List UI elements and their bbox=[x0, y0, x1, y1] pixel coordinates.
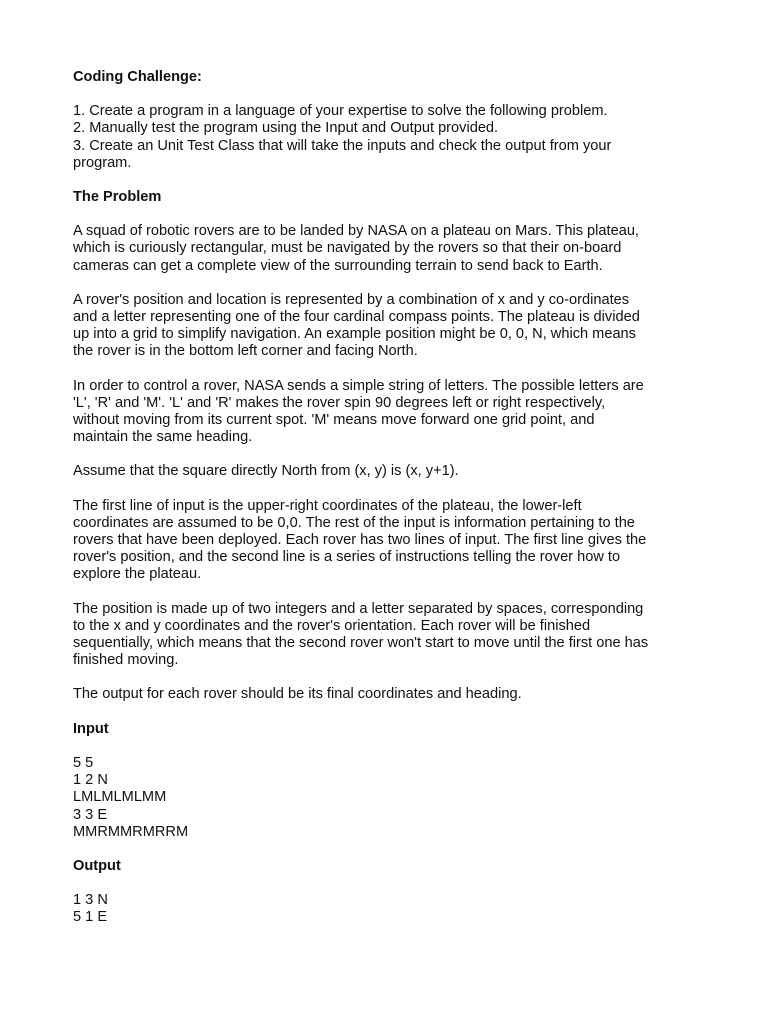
input-line: 1 2 N bbox=[73, 772, 108, 789]
paragraph-line: without moving from its current spot. 'M' means move forward one grid point, and bbox=[73, 412, 595, 429]
input-heading: Input bbox=[73, 720, 109, 737]
paragraph-line: rovers that have been deployed. Each rover has two lines of input. The first line gives the bbox=[73, 532, 647, 549]
paragraph-line: In order to control a rover, NASA sends a simple string of letters. The possible letters are bbox=[73, 377, 644, 394]
problem-paragraph bbox=[73, 686, 713, 703]
paragraph-line: The position is made up of two integers and a letter separated by spaces, corresponding bbox=[73, 600, 644, 617]
instruction-line: 3. Create an Unit Test Class that will take the inputs and check the output from your bbox=[73, 137, 612, 154]
paragraph-line: which is curiously rectangular, must be navigated by the rovers so that their on-board bbox=[73, 240, 622, 257]
output-line: 5 1 E bbox=[73, 909, 108, 926]
paragraph-line: up into a grid to simplify navigation. An example position might be 0, 0, N, which means bbox=[73, 326, 636, 343]
paragraph-line: coordinates are assumed to be 0,0. The rest of the input is information pertaining to the bbox=[73, 514, 635, 531]
paragraph-line: the rover is in the bottom left corner and facing North. bbox=[73, 343, 418, 360]
paragraph-line: maintain the same heading. bbox=[73, 429, 253, 446]
paragraph-line: sequentially, which means that the second rover won't start to move until the first one has bbox=[73, 635, 649, 652]
input-line: 5 5 bbox=[73, 754, 94, 771]
paragraph-line: A rover's position and location is represented by a combination of x and y co-ordinates bbox=[73, 291, 630, 308]
paragraph-line: finished moving. bbox=[73, 652, 179, 669]
problem-paragraph bbox=[73, 601, 713, 670]
paragraph-line: explore the plateau. bbox=[73, 566, 202, 583]
output-line: 1 3 N bbox=[73, 892, 108, 909]
problem-heading: The Problem bbox=[73, 189, 162, 206]
problem-paragraph bbox=[73, 223, 713, 275]
input-block bbox=[73, 755, 713, 841]
output-block bbox=[73, 892, 713, 926]
output-heading: Output bbox=[73, 857, 121, 874]
input-line: LMLMLMLMM bbox=[73, 789, 167, 806]
problem-paragraph bbox=[73, 292, 713, 361]
paragraph-line: 'L', 'R' and 'M'. 'L' and 'R' makes the rover spin 90 degrees left or right respectively, bbox=[73, 394, 606, 411]
paragraph-line: Assume that the square directly North from (x, y) is (x, y+1). bbox=[73, 463, 459, 480]
instruction-line: program. bbox=[73, 154, 132, 171]
paragraph-line: and a letter representing one of the four cardinal compass points. The plateau is divided bbox=[73, 309, 640, 326]
paragraph-line: A squad of robotic rovers are to be landed by NASA on a plateau on Mars. This plateau, bbox=[73, 223, 639, 240]
instructions-list bbox=[73, 103, 713, 172]
document-title: Coding Challenge: bbox=[73, 69, 202, 85]
instruction-line: 2. Manually test the program using the Input and Output provided. bbox=[73, 120, 499, 137]
problem-paragraph bbox=[73, 498, 713, 584]
document-content bbox=[73, 69, 713, 944]
paragraph-line: cameras can get a complete view of the surrounding terrain to send back to Earth. bbox=[73, 257, 603, 274]
problem-paragraph bbox=[73, 463, 713, 480]
paragraph-line: The first line of input is the upper-right coordinates of the plateau, the lower-left bbox=[73, 497, 582, 514]
instruction-line: 1. Create a program in a language of your expertise to solve the following problem. bbox=[73, 103, 608, 120]
paragraph-line: rover's position, and the second line is a series of instructions telling the rover how to bbox=[73, 549, 621, 566]
paragraph-line: to the x and y coordinates and the rover's orientation. Each rover will be finished bbox=[73, 617, 591, 634]
problem-paragraph bbox=[73, 378, 713, 447]
input-line: MMRMMRMRRM bbox=[73, 823, 189, 840]
input-line: 3 3 E bbox=[73, 806, 108, 823]
paragraph-line: The output for each rover should be its final coordinates and heading. bbox=[73, 686, 522, 703]
